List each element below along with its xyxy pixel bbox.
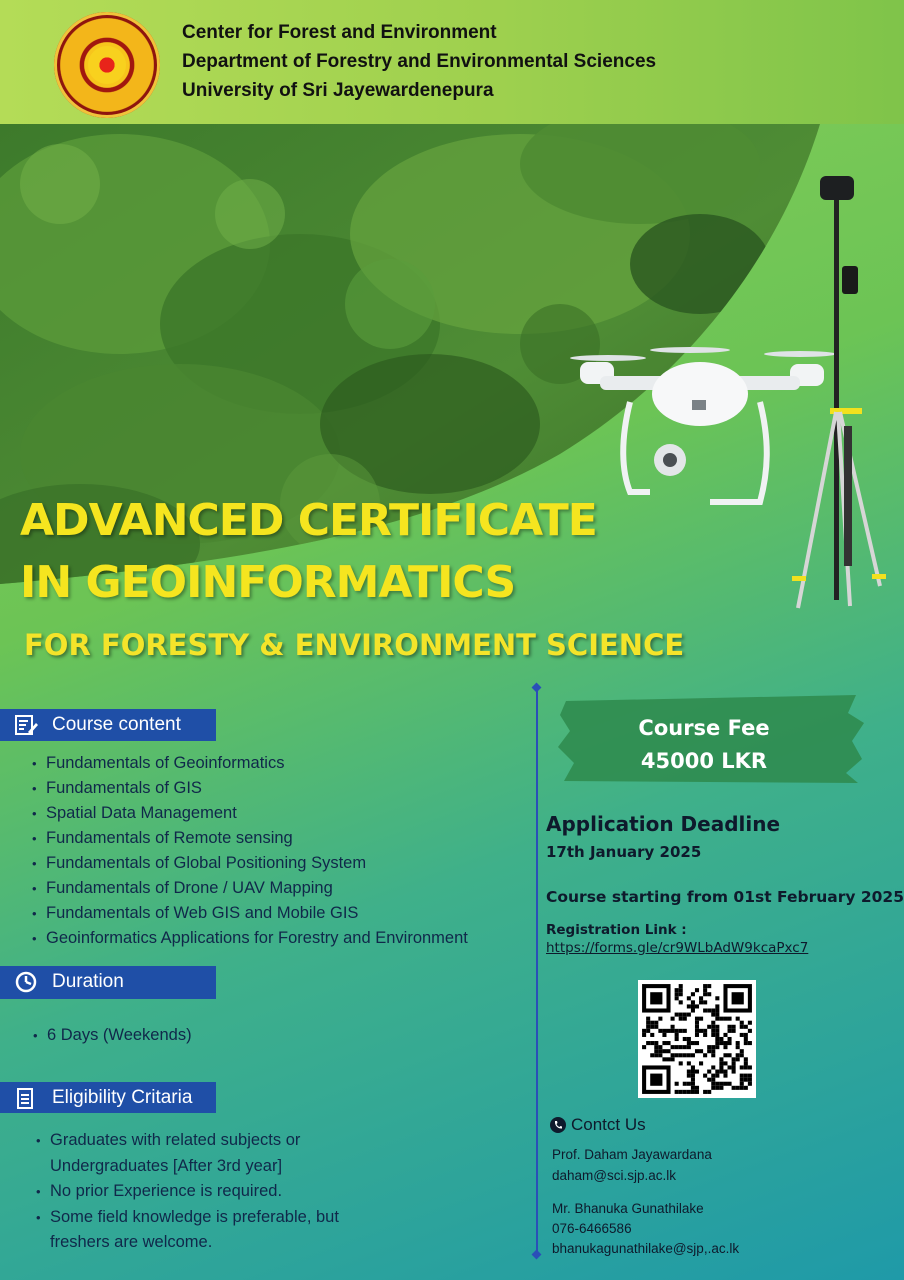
list-item: Undergraduates [After 3rd year] bbox=[50, 1156, 283, 1175]
title-line-1: ADVANCED CERTIFICATE bbox=[20, 495, 597, 546]
phone-icon bbox=[550, 1117, 566, 1133]
list-item: • Fundamentals of Geoinformatics bbox=[32, 751, 468, 776]
header-department-name: Department of Forestry and Environmental Sciences bbox=[182, 51, 657, 72]
contact-person-1-name: Prof. Daham Jayawardana bbox=[552, 1147, 712, 1162]
list-item: • 6 Days (Weekends) bbox=[33, 1023, 192, 1048]
course-content-label: Course content bbox=[52, 714, 181, 735]
header-center-name: Center for Forest and Environment bbox=[182, 22, 497, 43]
deadline-label: Application Deadline bbox=[546, 812, 781, 836]
course-content-heading bbox=[0, 709, 216, 741]
list-item: • Spatial Data Management bbox=[32, 801, 468, 826]
course-content-list bbox=[32, 751, 468, 951]
contact-person-1-email[interactable]: daham@sci.sjp.ac.lk bbox=[552, 1168, 676, 1183]
eligibility-list bbox=[36, 1128, 339, 1256]
eligibility-label: Eligibility Critaria bbox=[52, 1087, 193, 1108]
registration-label: Registration Link : bbox=[546, 922, 687, 938]
course-fee-label: Course Fee bbox=[638, 716, 770, 740]
course-fee-block bbox=[556, 712, 852, 778]
list-item: • Fundamentals of Web GIS and Mobile GIS bbox=[32, 901, 468, 926]
contact-person-2-email[interactable]: bhanukagunathilake@sjp,.ac.lk bbox=[552, 1241, 740, 1256]
list-item: freshers are welcome. bbox=[50, 1233, 213, 1251]
duration-label: Duration bbox=[52, 971, 124, 992]
list-item: • Fundamentals of Drone / UAV Mapping bbox=[32, 876, 468, 901]
duration-list bbox=[33, 1023, 192, 1048]
deadline-date: 17th January 2025 bbox=[546, 843, 702, 861]
university-logo bbox=[54, 12, 160, 118]
divider-dot-top bbox=[532, 683, 542, 693]
header-university-name: University of Sri Jayewardenepura bbox=[182, 80, 494, 101]
eligibility-heading bbox=[0, 1082, 216, 1113]
list-item: • Some field knowledge is preferable, but bbox=[36, 1205, 339, 1231]
course-fee-amount: 45000 LKR bbox=[640, 749, 768, 773]
column-divider bbox=[536, 687, 538, 1253]
list-item: • Geoinformatics Applications for Forestry and Environment bbox=[32, 926, 468, 951]
divider-dot-bottom bbox=[532, 1250, 542, 1260]
checklist-icon bbox=[14, 1087, 38, 1109]
clock-icon bbox=[14, 971, 38, 993]
registration-link[interactable]: https://forms.gle/cr9WLbAdW9kcaPxc7 bbox=[546, 940, 809, 956]
document-edit-icon bbox=[14, 714, 38, 736]
title-line-2: IN GEOINFORMATICS bbox=[20, 557, 516, 608]
header-band bbox=[0, 0, 904, 124]
list-item: • Fundamentals of Global Positioning System bbox=[32, 851, 468, 876]
contact-heading: Contct Us bbox=[571, 1115, 646, 1134]
list-item: • Fundamentals of GIS bbox=[32, 776, 468, 801]
list-item: • Graduates with related subjects or bbox=[36, 1128, 339, 1154]
contact-person-2-phone[interactable]: 076-6466586 bbox=[552, 1221, 632, 1236]
title-subtitle: FOR FORESTY & ENVIRONMENT SCIENCE bbox=[24, 628, 685, 662]
registration-qr-code bbox=[638, 980, 756, 1098]
contact-person-2-name: Mr. Bhanuka Gunathilake bbox=[552, 1201, 704, 1216]
gps-rover-tripod-image bbox=[780, 176, 890, 616]
list-item: • Fundamentals of Remote sensing bbox=[32, 826, 468, 851]
list-item: • No prior Experience is required. bbox=[36, 1179, 339, 1205]
course-start-date: Course starting from 01st February 2025 bbox=[546, 888, 904, 906]
duration-heading bbox=[0, 966, 216, 999]
